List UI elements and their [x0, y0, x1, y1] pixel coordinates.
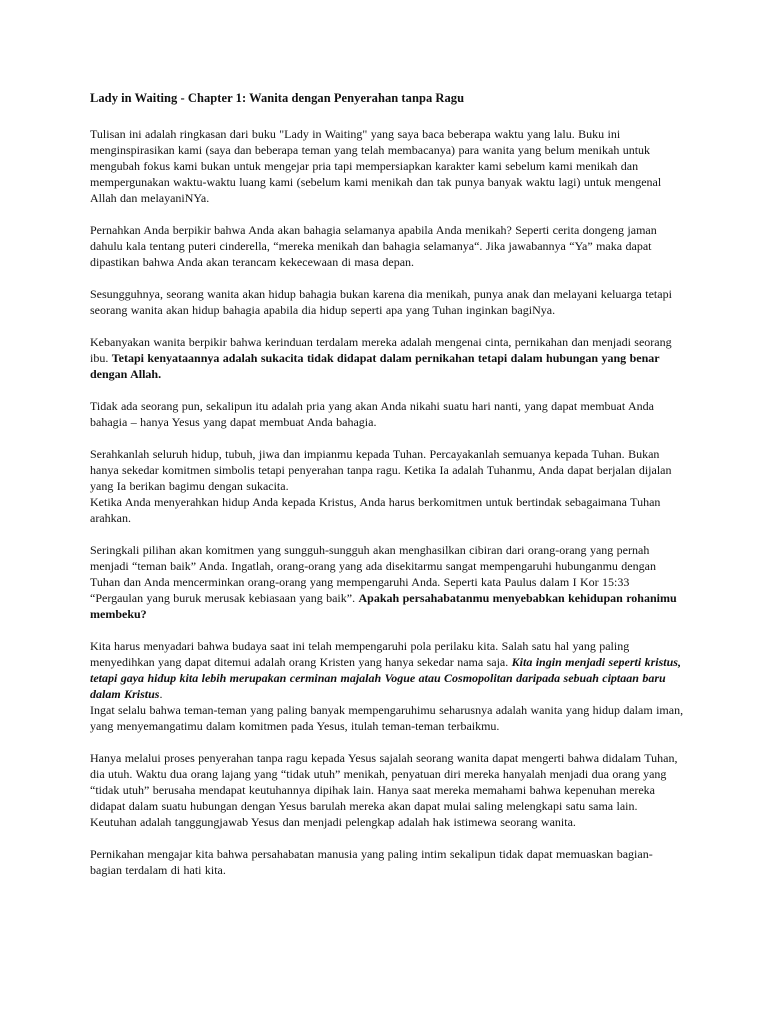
paragraph-text: Kebanyakan wanita berpikir bahwa kerinduan terdalam mereka adalah mengenai cinta, pernikahan dan menjadi seorang ibu. — [90, 335, 672, 365]
paragraph-only-jesus: Tidak ada seorang pun, sekalipun itu adalah pria yang akan Anda nikahi suatu hari nanti, yang dapat membuat Anda bahagia – hanya Yesus yang dapat membuat Anda bahagia. — [90, 399, 654, 429]
paragraph-text: Seringkali pilihan akan komitmen yang sungguh-sungguh akan menghasilkan cibiran dari orang-orang yang pernah menjadi “teman baik” Anda. Ingatlah, orang-orang yang ada disekitarmu sangat mempengaruhi hubunganmu dengan Tuhan dan Anda mencerminkan orang-orang yang mempengaruhi Anda. Seperti kata Paulus dalam I Kor 15:33 “Pergaulan yang buruk merusak kebiasaan yang baik”. — [90, 543, 656, 605]
emphasis-text: Kita ingin menjadi seperti kristus, tetapi gaya hidup kita lebih merupakan cerminan majalah Vogue atau Cosmopolitan daripada sebuah ciptaan baru dalam Kristus — [90, 655, 681, 701]
paragraph-commitment: Ketika Anda menyerahkan hidup Anda kepada Kristus, Anda harus berkomitmen untuk bertindak sebagaimana Tuhan arahkan. — [90, 495, 661, 525]
emphasis-text: Tetapi kenyataannya adalah sukacita tidak didapat dalam pernikahan tetapi dalam hubungan yang benar dengan Allah. — [90, 351, 660, 381]
paragraph-question: Pernahkan Anda berpikir bahwa Anda akan bahagia selamanya apabila Anda menikah? Seperti cerita dongeng jaman dahulu kala tentang puteri cinderella, “mereka menikah dan bahagia selamanya“. Jika jawabannya “Ya” maka dapat dipastikan bahwa Anda akan terancam kekecewaan di masa depan. — [90, 223, 657, 269]
document-title: Lady in Waiting - Chapter 1: Wanita dengan Penyerahan tanpa Ragu — [90, 91, 465, 105]
paragraph-text: Kita harus menyadari bahwa budaya saat ini telah mempengaruhi pola perilaku kita. Salah satu hal yang paling menyedihkan yang dapat ditemui adalah orang Kristen yang hanya sekedar nama saja. — [90, 639, 630, 669]
paragraph-friends — [90, 542, 684, 622]
paragraph-deepest-longing — [90, 334, 684, 382]
paragraph-wholeness: Hanya melalui proses penyerahan tanpa ragu kepada Yesus sajalah seorang wanita dapat mengerti bahwa didalam Tuhan, dia utuh. Waktu dua orang lajang yang “tidak utuh” menikah, penyatuan diri mereka hanyalah menjadi dua orang yang “tidak utuh” berusaha mendapat keutuhannya dipihak lain. Hanya saat mereka memahami bahwa kepenuhan mereka didapat dalam suatu hubungan dengan Yesus barulah mereka akan dapat mulai saling melengkapi satu sama lain. Keutuhan adalah tanggungjawab Yesus dan menjadi pelengkap adalah hak istimewa seorang wanita. — [90, 751, 678, 829]
paragraph-best-friends: Ingat selalu bahwa teman-teman yang paling banyak mempengaruhimu seharusnya adalah wanita yang hidup dalam iman, yang menyemangatimu dalam komitmen pada Yesus, itulah teman-teman terbaikmu. — [90, 703, 684, 733]
paragraph-period: . — [159, 687, 163, 701]
paragraph-culture — [90, 638, 684, 702]
paragraph-intro: Tulisan ini adalah ringkasan dari buku "Lady in Waiting" yang saya baca beberapa waktu yang lalu. Buku ini menginspirasikan kami (saya dan beberapa teman yang telah membacanya) para wanita yang belum menikah untuk mengubah fokus kami bukan untuk mengejar pria tapi mempersiapkan karakter kami sebelum kami menikah dan mempergunakan waktu-waktu luang kami (sebelum kami menikah dan tak punya banyak waktu lagi) untuk mengenal Allah dan melayaniNYa. — [90, 127, 662, 205]
emphasis-question: Apakah persahabatanmu menyebabkan kehidupan rohanimu membeku? — [90, 591, 677, 621]
paragraph-surrender: Serahkanlah seluruh hidup, tubuh, jiwa dan impianmu kepada Tuhan. Percayakanlah semuanya kepada Tuhan. Bukan hanya sekedar komitmen simbolis tetapi penyerahan tanpa ragu. Ketika Ia adalah Tuhanmu, Anda dapat berjalan dijalan yang Ia berikan bagimu dengan sukacita. — [90, 447, 672, 493]
paragraph-marriage: Pernikahan mengajar kita bahwa persahabatan manusia yang paling intim sekalipun tidak dapat memuaskan bagian-bagian terdalam di hati kita. — [90, 847, 653, 877]
paragraph-true-happiness: Sesungguhnya, seorang wanita akan hidup bahagia bukan karena dia menikah, punya anak dan melayani keluarga tetapi seorang wanita akan hidup bahagia apabila dia hidup seperti apa yang Tuhan inginkan bagiNya. — [90, 287, 672, 317]
